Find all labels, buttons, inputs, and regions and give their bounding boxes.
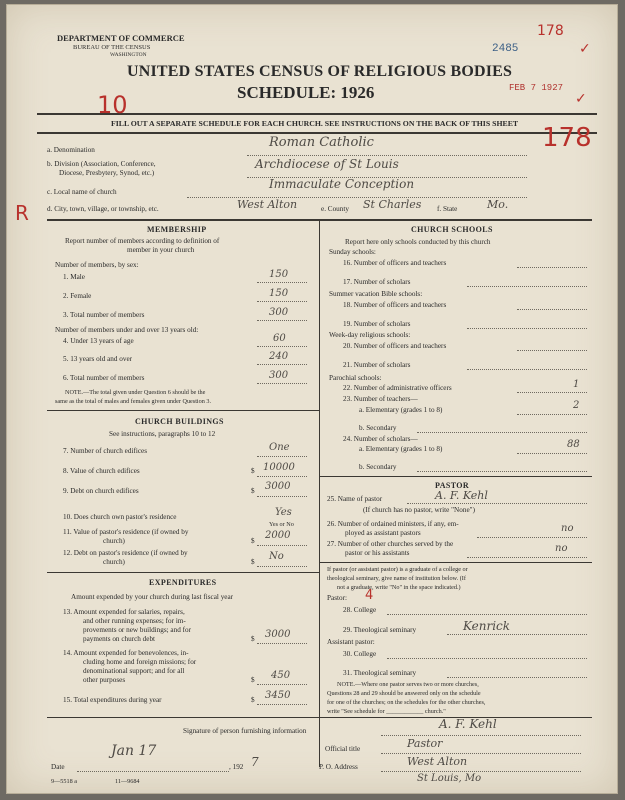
q24b-label: b. Secondary (359, 463, 397, 471)
q17-line (467, 286, 587, 287)
q12-label: 12. Debt on pastor's residence (if owned by (63, 549, 188, 557)
county-label: e. County (321, 205, 349, 213)
q2-female-value: 150 (269, 288, 289, 299)
q1-line (257, 282, 307, 283)
year-prefix: , 192 (229, 763, 244, 771)
membership-bottom-rule (47, 410, 319, 411)
q31-label: 31. Theological seminary (343, 669, 417, 677)
pastor-note-line4: write "See schedule for ____________ church." (327, 708, 446, 715)
q20-line (517, 350, 587, 351)
q25-label: 25. Name of pastor (327, 495, 383, 503)
q24a-line (517, 453, 587, 454)
q6-label: 6. Total number of members (63, 374, 145, 382)
q27-label: 27. Number of other churches served by the (327, 540, 454, 548)
q11-line (257, 545, 307, 546)
age-intro-label: Number of members under and over 13 years old: (55, 326, 199, 334)
church-name-value: Immaculate Conception (269, 177, 415, 191)
q29-line (447, 634, 587, 635)
q1-male-value: 150 (269, 269, 289, 280)
q6-line (257, 383, 307, 384)
membership-note-line2: same as the total of males and females given under Question 3. (55, 398, 212, 405)
q4-line (257, 346, 307, 347)
q17-label: 17. Number of scholars (343, 278, 411, 286)
q19-label: 19. Number of scholars (343, 320, 411, 328)
department-name: DEPARTMENT OF COMMERCE (57, 33, 185, 43)
q2-line (257, 301, 307, 302)
denomination-line (247, 155, 527, 156)
q7-line (257, 456, 307, 457)
q12-dollar-sign: $ (251, 558, 255, 566)
form-number: 9—5518 a (51, 778, 77, 785)
signature-line (381, 735, 581, 736)
census-schedule-sheet (6, 4, 618, 794)
pastor-note-line3: for one of the churches; on the schedules for the other churches, (327, 699, 486, 706)
form-title: UNITED STATES CENSUS OF RELIGIOUS BODIES (127, 63, 513, 80)
year-value: 7 (251, 755, 259, 769)
column-divider (319, 219, 320, 767)
q5-label: 5. 13 years old and over (63, 355, 133, 363)
buildings-intro: See instructions, paragraphs 10 to 12 (109, 430, 216, 438)
q25-pastor-name-value: A. F. Kehl (435, 489, 488, 502)
pastor-count-annotation: 4 (365, 588, 374, 603)
po-address-value: West Alton (407, 755, 468, 768)
membership-note: NOTE.—The total given under Question 6 should be the (65, 389, 206, 396)
buildings-title: CHURCH BUILDINGS (135, 417, 224, 426)
q8-value-edifices: 10000 (263, 462, 295, 473)
schools-intro: Report here only schools conducted by this church (345, 238, 491, 246)
state-value: Mo. (487, 198, 509, 211)
bureau-city: WASHINGTON (110, 52, 147, 58)
corner-check-mark: ✓ (579, 41, 591, 57)
q13-running-expenses-value: 3000 (265, 629, 291, 640)
church-name-label: c. Local name of church (47, 188, 117, 196)
expenditures-title: EXPENDITURES (149, 578, 217, 587)
q24b-line (417, 471, 587, 472)
vacation-schools-label: Summer vacation Bible schools: (329, 290, 423, 298)
q29-seminary-value: Kenrick (463, 619, 511, 633)
membership-title: MEMBERSHIP (147, 225, 207, 234)
official-title-label: Official title (325, 745, 361, 753)
q30-label: 30. College (343, 650, 377, 658)
expenditures-intro: Amount expended by your church during last fiscal year (71, 593, 234, 601)
q21-line (467, 369, 587, 370)
membership-intro-line2: member in your church (127, 246, 195, 254)
q12-line (257, 566, 307, 567)
q12-residence-debt-value: No (269, 551, 284, 562)
date-check-mark: ✓ (575, 91, 587, 107)
q7-label: 7. Number of church edifices (63, 447, 148, 455)
q11-residence-value: 2000 (265, 530, 291, 541)
q14-label: 14. Amount expended for benevolences, in- (63, 649, 189, 657)
county-value: St Charles (363, 198, 422, 211)
q13-label-line4: payments on church debt (83, 635, 156, 643)
q7-edifices-value: One (269, 442, 290, 453)
q18-label: 18. Number of officers and teachers (343, 301, 447, 309)
q28-line (387, 614, 587, 615)
q13-line (257, 643, 307, 644)
q16-line (517, 267, 587, 268)
form-number-2: 11—9684 (115, 778, 140, 785)
schools-bottom-rule (319, 476, 592, 477)
q23a-elementary-teachers-value: 2 (573, 400, 580, 411)
q29-label: 29. Theological seminary (343, 626, 417, 634)
q11-dollar-sign: $ (251, 537, 255, 545)
q10-label: 10. Does church own pastor's residence (63, 513, 177, 521)
q2-label: 2. Female (63, 292, 92, 300)
q1-label: 1. Male (63, 273, 85, 281)
file-number-stamp: 2485 (492, 43, 519, 55)
q12-label-line2: church) (103, 558, 125, 566)
q3-line (257, 320, 307, 321)
date-line (77, 771, 229, 772)
q23-label: 23. Number of teachers— (343, 395, 418, 403)
q22-officers-value: 1 (573, 379, 580, 390)
schedule-title: SCHEDULE: 1926 (237, 83, 375, 102)
q14-line (257, 684, 307, 685)
q26-assistants-value: no (561, 523, 574, 534)
date-value: Jan 17 (111, 743, 157, 759)
q15-dollar-sign: $ (251, 696, 255, 704)
official-title-line (381, 753, 581, 754)
po-address-line (381, 771, 581, 772)
division-label: b. Division (Association, Conference, (47, 160, 156, 168)
q27-line (467, 557, 587, 558)
q23b-line (417, 432, 587, 433)
q8-line (257, 476, 307, 477)
q15-line (257, 704, 307, 705)
q24a-label: a. Elementary (grades 1 to 8) (359, 445, 443, 453)
state-label: f. State (437, 205, 458, 213)
q13-label-line3: provements or new buildings; and for (83, 626, 191, 634)
q6-total-value: 300 (269, 370, 289, 381)
denomination-label: a. Denomination (47, 146, 95, 154)
official-title-value: Pastor (407, 737, 443, 750)
members-by-sex-label: Number of members, by sex: (55, 261, 139, 269)
q19-line (467, 328, 587, 329)
schools-title: CHURCH SCHOOLS (411, 225, 493, 234)
po-address-label: P. O. Address (319, 763, 358, 771)
q11-label: 11. Value of pastor's residence (if owned by (63, 528, 189, 536)
q14-label-line4: other purposes (83, 676, 126, 684)
q9-line (257, 496, 307, 497)
main-bottom-rule (47, 717, 592, 718)
q31-line (447, 677, 587, 678)
division-value: Archdiocese of St Louis (255, 157, 399, 171)
received-date-stamp: FEB 7 1927 (509, 83, 564, 93)
q26-label-line2: ployed as assistant pastors (345, 529, 421, 537)
pastor-mid-rule (319, 562, 592, 563)
signature-label: Signature of person furnishing information (183, 727, 307, 735)
q15-label: 15. Total expenditures during year (63, 696, 162, 704)
weekday-schools-label: Week-day religious schools: (329, 331, 411, 339)
date-label: Date (51, 763, 65, 771)
q21-label: 21. Number of scholars (343, 361, 411, 369)
q14-label-line3: denominational support; and for all (83, 667, 185, 675)
q25-note: (If church has no pastor, write "None") (363, 506, 475, 514)
q23a-line (517, 414, 587, 415)
buildings-bottom-rule (47, 572, 319, 573)
q24-label: 24. Number of scholars— (343, 435, 418, 443)
q28-label: 28. College (343, 606, 377, 614)
q26-label: 26. Number of ordained ministers, if any, em- (327, 520, 459, 528)
q8-label: 8. Value of church edifices (63, 467, 140, 475)
q23a-label: a. Elementary (grades 1 to 8) (359, 406, 443, 414)
pastor-subhead: Pastor: (327, 594, 347, 602)
q4-label: 4. Under 13 years of age (63, 337, 134, 345)
q13-label: 13. Amount expended for salaries, repairs, (63, 608, 185, 616)
signature-value: A. F. Kehl (439, 717, 497, 731)
graduate-instructions-line3: not a graduate, write "No" in the space indicated.) (337, 584, 461, 591)
q14-dollar-sign: $ (251, 676, 255, 684)
q9-label: 9. Debt on church edifices (63, 487, 139, 495)
q24a-elementary-scholars-value: 88 (567, 439, 580, 450)
pastor-title: PASTOR (435, 481, 470, 490)
q14-benevolences-value: 450 (271, 670, 291, 681)
q3-label: 3. Total number of members (63, 311, 145, 319)
q3-total-value: 300 (269, 307, 289, 318)
city-label: d. City, town, village, or township, etc. (47, 205, 159, 213)
po-address-value-line2: St Louis, Mo (417, 773, 482, 784)
corner-number-annotation: 178 (537, 23, 564, 39)
bureau-name: BUREAU OF THE CENSUS (73, 44, 151, 51)
large-number-annotation: 178 (542, 123, 592, 153)
fill-instructions: FILL OUT A SEPARATE SCHEDULE FOR EACH CHURCH. SEE INSTRUCTIONS ON THE BACK OF THIS SHEET (111, 119, 519, 128)
q13-label-line2: and other running expenses; for im- (83, 617, 186, 625)
instructions-divider (37, 132, 597, 134)
pastor-note-line2: Questions 28 and 29 should be answered only on the schedule (327, 690, 481, 697)
sunday-schools-label: Sunday schools: (329, 248, 376, 256)
q18-line (517, 309, 587, 310)
assistant-pastor-subhead: Assistant pastor: (327, 638, 375, 646)
q30-line (387, 658, 587, 659)
q9-debt-edifices: 3000 (265, 481, 291, 492)
denomination-value: Roman Catholic (269, 135, 374, 150)
q11-label-line2: church) (103, 537, 125, 545)
q4-under13-value: 60 (273, 333, 286, 344)
q8-dollar-sign: $ (251, 467, 255, 475)
left-number-annotation: 10 (97, 91, 128, 119)
margin-letter-annotation: R (15, 201, 29, 225)
q13-dollar-sign: $ (251, 635, 255, 643)
q14-label-line2: cluding home and foreign missions; for (83, 658, 197, 666)
yes-no-hint: Yes or No (269, 521, 294, 528)
q15-total-expenditures-value: 3450 (265, 690, 291, 701)
q16-label: 16. Number of officers and teachers (343, 259, 447, 267)
pastor-note: NOTE.—Where one pastor serves two or more churches, (337, 681, 479, 688)
division-label-line2: Diocese, Presbytery, Synod, etc.) (59, 169, 155, 177)
q27-label-line2: pastor or his assistants (345, 549, 410, 557)
q27-other-churches-value: no (555, 543, 568, 554)
graduate-instructions: If pastor (or assistant pastor) is a graduate of a college or (327, 566, 468, 573)
q26-line (477, 537, 587, 538)
q25-line (407, 503, 587, 504)
q20-label: 20. Number of officers and teachers (343, 342, 447, 350)
q22-line (517, 392, 587, 393)
q22-label: 22. Number of administrative officers (343, 384, 452, 392)
membership-intro: Report number of members according to definition of (65, 237, 220, 245)
q5-line (257, 364, 307, 365)
q23b-label: b. Secondary (359, 424, 397, 432)
q10-owns-residence-value: Yes (275, 507, 292, 518)
graduate-instructions-line2: theological seminary, give name of institution below. (If (327, 575, 466, 582)
q5-over13-value: 240 (269, 351, 289, 362)
q9-dollar-sign: $ (251, 487, 255, 495)
city-value: West Alton (237, 198, 298, 211)
parochial-schools-label: Parochial schools: (329, 374, 382, 382)
